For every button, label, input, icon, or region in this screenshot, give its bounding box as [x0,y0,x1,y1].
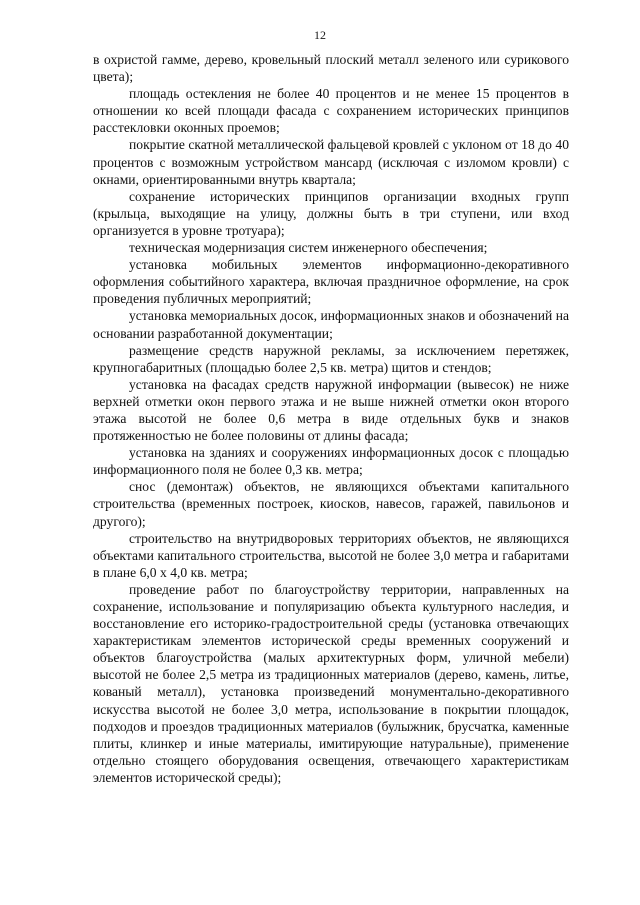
paragraph-courtyard-construction: строительство на внутридворовых территориях объектов, не являющихся объектами капитального строительства, высотой не более 3,0 метра и габаритами в плане 6,0 х 4,0 кв. метра; [93,530,569,580]
page-number: 12 [314,28,326,42]
paragraph-continuation: в охристой гамме, дерево, кровельный плоский металл зеленого или сурикового цвета); [93,52,569,85]
paragraph-landscaping-works: проведение работ по благоустройству территории, направленных на сохранение, использование и популяризацию объекта культурного наследия, и восстановление его историко-градостроительной среды (установка отвечающих характеристикам элементов исторической среды временных сооружений и объектов благоустройства (малых архитектурных форм, уличной мебели) высотой не более 2,5 метра из традиционных материалов (дерево, камень, литье, кованый металл), установка произведений монументально-декоративного искусства высотой не более 3,0 метра, использование в покрытии площадок, подходов и проездов традиционных материалов (булыжник, брусчатка, каменные плиты, клинкер и иные материалы, имитирующие натуральные), применение отдельно стоящего оборудования освещения, отвечающего характеристикам элементов исторической среды); [93,581,569,785]
paragraph-glazing-area: площадь остекления не более 40 процентов и не менее 15 процентов в отношении ко всей площади фасада с сохранением исторических принципов расстекловки оконных проемов; [93,86,569,136]
document-body [93,51,569,786]
paragraph-memorial-plaques: установка мемориальных досок, информационных знаков и обозначений на основании разработанной документации; [93,308,569,341]
paragraph-entrance-groups: сохранение исторических принципов организации входных групп (крыльца, выходящие на улицу, должны быть в три ступени, или вход организуется в уровне тротуара); [93,188,569,238]
paragraph-mobile-decorative-elements: установка мобильных элементов информационно-декоративного оформления событийного характера, включая праздничное оформление, на срок проведения публичных мероприятий; [93,257,569,307]
paragraph-signage-on-facades: установка на фасадах средств наружной информации (вывесок) не ниже верхней отметки окон первого этажа и не выше нижней отметки окон второго этажа высотой не более 0,6 метра в виде отдельных букв и знаков протяженностью не более половины от длины фасада; [93,376,569,444]
paragraph-engineering-modernization: техническая модернизация систем инженерного обеспечения; [129,240,488,256]
paragraph-roof-covering: покрытие скатной металлической фальцевой кровлей с уклоном от 18 до 40 процентов с возможным устройством мансард (исключая с изломом кровли) с окнами, ориентированными внутрь квартала; [93,137,569,187]
paragraph-demolition: снос (демонтаж) объектов, не являющихся объектами капитального строительства (временных построек, киосков, навесов, гаражей, павильонов и другого); [93,479,569,529]
paragraph-outdoor-advertising: размещение средств наружной рекламы, за исключением перетяжек, крупногабаритных (площадью более 2,5 кв. метра) щитов и стендов; [93,342,569,375]
paragraph-information-boards: установка на зданиях и сооружениях информационных досок с площадью информационного поля не более 0,3 кв. метра; [93,445,569,478]
